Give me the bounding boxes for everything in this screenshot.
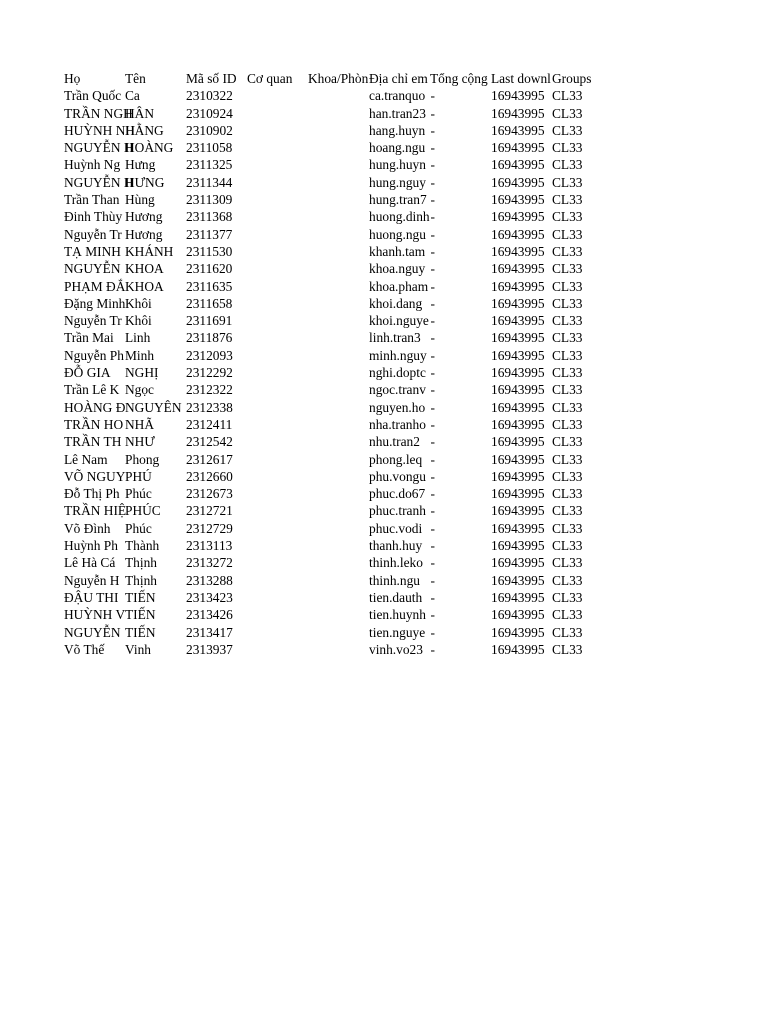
cell-tong-cong: - <box>430 209 435 225</box>
cell-last-download: 16943995 <box>491 641 545 657</box>
cell-ho: TRẦN TH <box>64 434 122 450</box>
cell-groups: CL33 <box>552 261 583 277</box>
cell-ten: HOÀNG <box>125 140 174 156</box>
cell-last-download: 16943995 <box>491 555 545 571</box>
cell-groups: CL33 <box>552 313 583 329</box>
cell-ten: HÂN <box>125 105 155 121</box>
cell-email: thinh.ngu <box>369 572 420 588</box>
cell-ma-so-id: 2310322 <box>186 88 233 104</box>
cell-ma-so-id: 2312322 <box>186 382 233 398</box>
header-dia-chi-email: Địa chỉ em <box>369 71 428 86</box>
cell-ho: HUỲNH NH <box>64 122 136 138</box>
cell-ten: Thịnh <box>125 572 157 588</box>
cell-last-download: 16943995 <box>491 468 545 484</box>
cell-ho: Nguyễn Tr <box>64 313 122 329</box>
cell-groups: CL33 <box>552 295 583 311</box>
table-row <box>0 624 768 641</box>
cell-ho: Đỗ Thị Ph <box>64 486 120 502</box>
cell-last-download: 16943995 <box>491 538 545 554</box>
cell-email: nhu.tran2 <box>369 434 420 450</box>
table-row <box>0 156 768 173</box>
header-co-quan: Cơ quan <box>247 71 293 86</box>
cell-groups: CL33 <box>552 399 583 415</box>
cell-tong-cong: - <box>430 330 435 346</box>
table-row <box>0 87 768 104</box>
cell-tong-cong: - <box>430 451 435 467</box>
cell-tong-cong: - <box>430 572 435 588</box>
cell-last-download: 16943995 <box>491 140 545 156</box>
cell-ho: HUỲNH V <box>64 607 126 623</box>
cell-ten: KHÁNH <box>125 243 174 259</box>
cell-ten: KHOA <box>125 278 164 294</box>
cell-last-download: 16943995 <box>491 330 545 346</box>
cell-groups: CL33 <box>552 105 583 121</box>
cell-ma-so-id: 2312411 <box>186 416 233 432</box>
cell-ma-so-id: 2310902 <box>186 122 233 138</box>
cell-ten: HƯNG <box>125 174 165 190</box>
table-row <box>0 226 768 243</box>
cell-ma-so-id: 2313426 <box>186 607 233 623</box>
cell-ten: TIẾN <box>125 589 156 605</box>
table-row <box>0 208 768 225</box>
cell-email: huong.dinh <box>369 209 430 225</box>
table-row <box>0 260 768 277</box>
cell-ten: Khôi <box>125 313 152 329</box>
cell-ten: Thành <box>125 538 160 554</box>
cell-email: hung.huyn <box>369 157 426 173</box>
header-khoa-phong: Khoa/Phòn <box>308 71 369 86</box>
cell-tong-cong: - <box>430 399 435 415</box>
cell-ho: Trần Lê K <box>64 382 120 398</box>
cell-tong-cong: - <box>430 140 435 156</box>
cell-tong-cong: - <box>430 88 435 104</box>
cell-groups: CL33 <box>552 122 583 138</box>
table-row <box>0 347 768 364</box>
table-row <box>0 606 768 623</box>
cell-email: hang.huyn <box>369 122 426 138</box>
table-row <box>0 572 768 589</box>
cell-groups: CL33 <box>552 278 583 294</box>
cell-ma-so-id: 2312721 <box>186 503 233 519</box>
cell-ho: Trần Quốc <box>64 88 122 104</box>
cell-email: hung.nguy <box>369 174 426 190</box>
cell-ho: NGUYỄN <box>64 624 121 640</box>
cell-ten: Phúc <box>125 520 152 536</box>
cell-ten: TIẾN <box>125 607 156 623</box>
cell-last-download: 16943995 <box>491 486 545 502</box>
cell-ten: NGHỊ <box>125 365 159 381</box>
cell-ho: ĐỖ GIA <box>64 365 111 381</box>
cell-groups: CL33 <box>552 157 583 173</box>
cell-email: phu.vongu <box>369 468 426 484</box>
cell-last-download: 16943995 <box>491 347 545 363</box>
cell-ho: Nguyễn Ph <box>64 347 124 363</box>
header-ma-so-id: Mã số ID <box>186 71 237 86</box>
cell-tong-cong: - <box>430 486 435 502</box>
cell-ma-so-id: 2311691 <box>186 313 233 329</box>
cell-ho: Trần Mai <box>64 330 114 346</box>
table-row <box>0 174 768 191</box>
cell-last-download: 16943995 <box>491 503 545 519</box>
cell-last-download: 16943995 <box>491 313 545 329</box>
cell-groups: CL33 <box>552 607 583 623</box>
table-row <box>0 278 768 295</box>
cell-last-download: 16943995 <box>491 157 545 173</box>
cell-last-download: 16943995 <box>491 451 545 467</box>
cell-email: nha.tranho <box>369 416 426 432</box>
cell-groups: CL33 <box>552 589 583 605</box>
cell-groups: CL33 <box>552 88 583 104</box>
cell-groups: CL33 <box>552 209 583 225</box>
cell-email: thinh.leko <box>369 555 423 571</box>
cell-email: hoang.ngu <box>369 140 426 156</box>
cell-ho: NGUYỄN H <box>64 174 134 190</box>
table-row <box>0 433 768 450</box>
cell-ten: Hương <box>125 209 163 225</box>
cell-ten: Ngọc <box>125 382 155 398</box>
table-row <box>0 122 768 139</box>
table-row <box>0 191 768 208</box>
cell-groups: CL33 <box>552 572 583 588</box>
cell-groups: CL33 <box>552 192 583 208</box>
cell-groups: CL33 <box>552 174 583 190</box>
cell-email: khanh.tam <box>369 243 426 259</box>
cell-ma-so-id: 2311876 <box>186 330 233 346</box>
cell-last-download: 16943995 <box>491 295 545 311</box>
cell-last-download: 16943995 <box>491 174 545 190</box>
cell-tong-cong: - <box>430 157 435 173</box>
cell-email: linh.tran3 <box>369 330 421 346</box>
cell-email: hung.tran7 <box>369 192 427 208</box>
cell-ma-so-id: 2313113 <box>186 538 233 554</box>
cell-groups: CL33 <box>552 347 583 363</box>
cell-groups: CL33 <box>552 486 583 502</box>
cell-ma-so-id: 2311058 <box>186 140 233 156</box>
table-row <box>0 641 768 658</box>
cell-groups: CL33 <box>552 555 583 571</box>
cell-ten: Hương <box>125 226 163 242</box>
cell-tong-cong: - <box>430 365 435 381</box>
cell-tong-cong: - <box>430 192 435 208</box>
cell-groups: CL33 <box>552 468 583 484</box>
cell-email: phuc.do67 <box>369 486 426 502</box>
cell-ho: Võ Thế <box>64 641 105 657</box>
cell-email: nguyen.ho <box>369 399 426 415</box>
cell-last-download: 16943995 <box>491 416 545 432</box>
table-row <box>0 105 768 122</box>
cell-last-download: 16943995 <box>491 226 545 242</box>
cell-email: khoi.nguye <box>369 313 429 329</box>
cell-tong-cong: - <box>430 503 435 519</box>
cell-ten: NHÃ <box>125 416 155 432</box>
table-row <box>0 485 768 502</box>
cell-ten: Phúc <box>125 486 152 502</box>
cell-tong-cong: - <box>430 174 435 190</box>
cell-last-download: 16943995 <box>491 278 545 294</box>
cell-ten: TIẾN <box>125 624 156 640</box>
cell-ma-so-id: 2313417 <box>186 624 233 640</box>
table-row <box>0 416 768 433</box>
table-body <box>0 87 768 658</box>
cell-groups: CL33 <box>552 140 583 156</box>
cell-ten: KHOA <box>125 261 164 277</box>
cell-last-download: 16943995 <box>491 122 545 138</box>
cell-ma-so-id: 2311368 <box>186 209 233 225</box>
cell-ten: NGUYÊN <box>125 399 182 415</box>
cell-last-download: 16943995 <box>491 572 545 588</box>
table-row <box>0 243 768 260</box>
table-row <box>0 537 768 554</box>
cell-ten: PHÚC <box>125 503 161 519</box>
cell-tong-cong: - <box>430 278 435 294</box>
cell-tong-cong: - <box>430 520 435 536</box>
cell-ma-so-id: 2311530 <box>186 243 233 259</box>
cell-tong-cong: - <box>430 226 435 242</box>
cell-groups: CL33 <box>552 330 583 346</box>
cell-ma-so-id: 2311377 <box>186 226 233 242</box>
cell-ten: Ca <box>125 88 140 104</box>
cell-email: ngoc.tranv <box>369 382 426 398</box>
cell-email: vinh.vo23 <box>369 641 423 657</box>
table-row <box>0 468 768 485</box>
cell-ma-so-id: 2310924 <box>186 105 233 121</box>
cell-ma-so-id: 2313272 <box>186 555 233 571</box>
cell-tong-cong: - <box>430 607 435 623</box>
cell-ma-so-id: 2312292 <box>186 365 233 381</box>
cell-ma-so-id: 2312729 <box>186 520 233 536</box>
cell-tong-cong: - <box>430 122 435 138</box>
cell-last-download: 16943995 <box>491 382 545 398</box>
cell-last-download: 16943995 <box>491 261 545 277</box>
cell-ho: TRẦN NGH <box>64 105 133 121</box>
cell-email: tien.huynh <box>369 607 426 623</box>
header-ten: Tên <box>125 71 146 86</box>
cell-ma-so-id: 2311658 <box>186 295 233 311</box>
spreadsheet <box>0 70 768 658</box>
cell-groups: CL33 <box>552 365 583 381</box>
cell-ten: Hùng <box>125 192 155 208</box>
cell-ho: Lê Hà Cá <box>64 555 116 571</box>
cell-email: ca.tranquo <box>369 88 426 104</box>
cell-ten: Phong <box>125 451 160 467</box>
cell-tong-cong: - <box>430 243 435 259</box>
cell-email: phuc.tranh <box>369 503 426 519</box>
cell-tong-cong: - <box>430 538 435 554</box>
cell-tong-cong: - <box>430 416 435 432</box>
cell-tong-cong: - <box>430 382 435 398</box>
cell-ho: Lê Nam <box>64 451 108 467</box>
cell-last-download: 16943995 <box>491 589 545 605</box>
table-row <box>0 589 768 606</box>
cell-email: thanh.huy <box>369 538 423 554</box>
cell-last-download: 16943995 <box>491 365 545 381</box>
cell-ho: TRẦN HIỆ <box>64 503 127 519</box>
cell-last-download: 16943995 <box>491 520 545 536</box>
cell-last-download: 16943995 <box>491 209 545 225</box>
cell-last-download: 16943995 <box>491 88 545 104</box>
cell-groups: CL33 <box>552 624 583 640</box>
cell-ten: NHƯ <box>125 434 155 450</box>
cell-ho: TRẦN HO <box>64 416 124 432</box>
cell-ho: Nguyễn Tr <box>64 226 122 242</box>
cell-ho: Võ Đình <box>64 520 111 536</box>
cell-tong-cong: - <box>430 624 435 640</box>
table-row <box>0 381 768 398</box>
cell-ten: HẰNG <box>125 122 164 138</box>
cell-tong-cong: - <box>430 641 435 657</box>
cell-ma-so-id: 2311325 <box>186 157 233 173</box>
cell-ma-so-id: 2312660 <box>186 468 233 484</box>
cell-ten: Minh <box>125 347 155 363</box>
table-row <box>0 139 768 156</box>
cell-ma-so-id: 2311635 <box>186 278 233 294</box>
cell-email: khoa.nguy <box>369 261 426 277</box>
cell-tong-cong: - <box>430 468 435 484</box>
cell-groups: CL33 <box>552 434 583 450</box>
table-row <box>0 295 768 312</box>
cell-ho: Nguyễn H <box>64 572 120 588</box>
cell-ho: VÕ NGUY <box>64 468 126 484</box>
cell-groups: CL33 <box>552 451 583 467</box>
cell-ma-so-id: 2312093 <box>186 347 233 363</box>
cell-last-download: 16943995 <box>491 624 545 640</box>
table-row <box>0 399 768 416</box>
cell-email: phong.leq <box>369 451 423 467</box>
cell-ma-so-id: 2311344 <box>186 174 233 190</box>
cell-tong-cong: - <box>430 347 435 363</box>
cell-groups: CL33 <box>552 416 583 432</box>
cell-email: nghi.doptc <box>369 365 426 381</box>
cell-ten: Hưng <box>125 157 156 173</box>
cell-ten: Thịnh <box>125 555 157 571</box>
cell-tong-cong: - <box>430 261 435 277</box>
cell-last-download: 16943995 <box>491 192 545 208</box>
table-row <box>0 502 768 519</box>
cell-tong-cong: - <box>430 295 435 311</box>
header-groups: Groups <box>552 71 592 86</box>
cell-tong-cong: - <box>430 105 435 121</box>
cell-ho: HOÀNG Đ <box>64 399 126 415</box>
cell-groups: CL33 <box>552 243 583 259</box>
table-row <box>0 451 768 468</box>
cell-ho: Đặng Minh <box>64 295 126 311</box>
cell-ho: Huỳnh Ph <box>64 538 118 554</box>
cell-last-download: 16943995 <box>491 105 545 121</box>
cell-ma-so-id: 2311620 <box>186 261 233 277</box>
cell-email: tien.nguye <box>369 624 426 640</box>
cell-groups: CL33 <box>552 226 583 242</box>
cell-ho: Đinh Thùy <box>64 209 123 225</box>
header-row <box>0 70 768 87</box>
cell-email: khoa.pham <box>369 278 429 294</box>
cell-email: huong.ngu <box>369 226 426 242</box>
cell-ten: Linh <box>125 330 151 346</box>
cell-tong-cong: - <box>430 313 435 329</box>
cell-tong-cong: - <box>430 555 435 571</box>
cell-ma-so-id: 2312542 <box>186 434 233 450</box>
cell-email: phuc.vodi <box>369 520 423 536</box>
cell-ho: ĐẬU THI <box>64 589 119 605</box>
cell-ho: NGUYỄN H <box>64 140 134 156</box>
cell-ma-so-id: 2313423 <box>186 589 233 605</box>
cell-email: khoi.dang <box>369 295 423 311</box>
cell-last-download: 16943995 <box>491 243 545 259</box>
table-row <box>0 554 768 571</box>
cell-last-download: 16943995 <box>491 399 545 415</box>
cell-last-download: 16943995 <box>491 607 545 623</box>
cell-tong-cong: - <box>430 589 435 605</box>
cell-email: minh.nguy <box>369 347 427 363</box>
cell-groups: CL33 <box>552 538 583 554</box>
header-ho: Họ <box>64 71 81 86</box>
cell-ho: Trần Than <box>64 192 120 208</box>
header-tong-cong: Tổng cộng <box>430 71 488 86</box>
table-row <box>0 312 768 329</box>
cell-email: han.tran23 <box>369 105 426 121</box>
table-row <box>0 520 768 537</box>
cell-groups: CL33 <box>552 520 583 536</box>
cell-ho: Huỳnh Ng <box>64 157 121 173</box>
cell-ho: PHẠM ĐẮ <box>64 278 126 294</box>
table-row <box>0 329 768 346</box>
cell-ma-so-id: 2313288 <box>186 572 233 588</box>
cell-last-download: 16943995 <box>491 434 545 450</box>
cell-ma-so-id: 2313937 <box>186 641 233 657</box>
cell-ten: Vinh <box>125 641 151 657</box>
cell-ho: TẠ MINH <box>64 243 121 259</box>
cell-groups: CL33 <box>552 503 583 519</box>
header-last-download: Last downl <box>491 71 551 86</box>
cell-groups: CL33 <box>552 382 583 398</box>
cell-email: tien.dauth <box>369 589 423 605</box>
cell-ma-so-id: 2311309 <box>186 192 233 208</box>
cell-ten: Khôi <box>125 295 152 311</box>
cell-ma-so-id: 2312673 <box>186 486 233 502</box>
cell-groups: CL33 <box>552 641 583 657</box>
cell-ma-so-id: 2312338 <box>186 399 233 415</box>
cell-ho: NGUYỄN <box>64 261 121 277</box>
cell-tong-cong: - <box>430 434 435 450</box>
table-row <box>0 364 768 381</box>
cell-ten: PHÚ <box>125 468 152 484</box>
cell-ma-so-id: 2312617 <box>186 451 233 467</box>
